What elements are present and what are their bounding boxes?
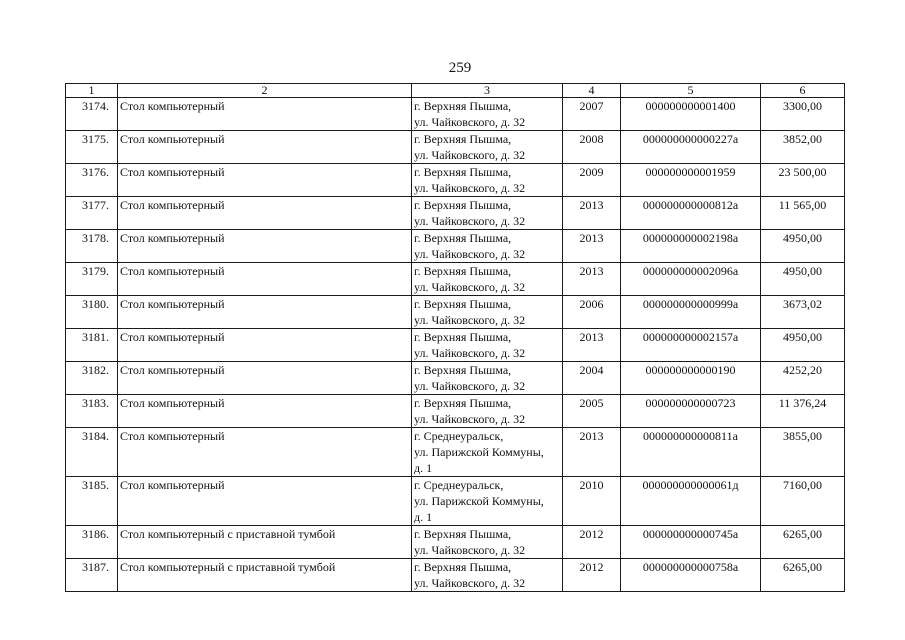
- cost-cell: 7160,00: [761, 477, 845, 526]
- year-cell: 2013: [563, 197, 621, 230]
- header-cell-4: 4: [563, 84, 621, 98]
- cost-cell: 4950,00: [761, 329, 845, 362]
- address-cell: [412, 98, 563, 131]
- header-cell-6: 6: [761, 84, 845, 98]
- item-name-cell: Стол компьютерный: [118, 395, 412, 428]
- address-cell: [412, 559, 563, 592]
- inventory-code-cell: 000000000000061д: [621, 477, 761, 526]
- inventory-code-cell: 000000000001959: [621, 164, 761, 197]
- header-row: [66, 84, 845, 98]
- cost-cell: 11 565,00: [761, 197, 845, 230]
- address-cell: [412, 197, 563, 230]
- item-name-cell: Стол компьютерный: [118, 362, 412, 395]
- table-row: [66, 164, 845, 197]
- address-line: г. Верхняя Пышма,: [414, 560, 512, 574]
- year-cell: 2009: [563, 164, 621, 197]
- row-number-cell: 3177.: [66, 197, 118, 230]
- row-number-cell: 3175.: [66, 131, 118, 164]
- row-number-cell: 3180.: [66, 296, 118, 329]
- address-line: г. Верхняя Пышма,: [414, 396, 512, 410]
- address-line: ул. Чайковского, д. 32: [414, 543, 526, 557]
- item-name-cell: Стол компьютерный с приставной тумбой: [118, 526, 412, 559]
- cost-cell: 6265,00: [761, 526, 845, 559]
- year-cell: 2013: [563, 329, 621, 362]
- inventory-code-cell: 000000000000227а: [621, 131, 761, 164]
- item-name-cell: Стол компьютерный: [118, 164, 412, 197]
- table-row: [66, 296, 845, 329]
- address-line: ул. Чайковского, д. 32: [414, 214, 526, 228]
- row-number-cell: 3178.: [66, 230, 118, 263]
- inventory-table: [65, 83, 845, 592]
- page-number: 259: [448, 60, 472, 76]
- cost-cell: 3300,00: [761, 98, 845, 131]
- inventory-code-cell: 000000000000811а: [621, 428, 761, 477]
- header-cell-5: 5: [621, 84, 761, 98]
- address-line: ул. Чайковского, д. 32: [414, 379, 526, 393]
- year-cell: 2008: [563, 131, 621, 164]
- row-number-cell: 3186.: [66, 526, 118, 559]
- table-row: [66, 263, 845, 296]
- inventory-code-cell: 000000000000723: [621, 395, 761, 428]
- address-cell: [412, 477, 563, 526]
- row-number-cell: 3181.: [66, 329, 118, 362]
- address-line: г. Среднеуральск,: [414, 478, 504, 492]
- address-cell: [412, 329, 563, 362]
- address-cell: [412, 164, 563, 197]
- row-number-cell: 3179.: [66, 263, 118, 296]
- item-name-cell: Стол компьютерный: [118, 230, 412, 263]
- address-line: г. Верхняя Пышма,: [414, 99, 512, 113]
- address-line: г. Верхняя Пышма,: [414, 330, 512, 344]
- address-line: ул. Парижской Коммуны,: [414, 494, 544, 508]
- item-name-cell: Стол компьютерный: [118, 329, 412, 362]
- address-line: ул. Чайковского, д. 32: [414, 346, 526, 360]
- table-row: [66, 362, 845, 395]
- address-line: г. Верхняя Пышма,: [414, 363, 512, 377]
- address-line: г. Среднеуральск,: [414, 429, 504, 443]
- address-line: ул. Парижской Коммуны,: [414, 445, 544, 459]
- address-cell: [412, 131, 563, 164]
- year-cell: 2012: [563, 559, 621, 592]
- year-cell: 2007: [563, 98, 621, 131]
- cost-cell: 23 500,00: [761, 164, 845, 197]
- inventory-code-cell: 000000000000758а: [621, 559, 761, 592]
- item-name-cell: Стол компьютерный с приставной тумбой: [118, 559, 412, 592]
- item-name-cell: Стол компьютерный: [118, 428, 412, 477]
- row-number-cell: 3185.: [66, 477, 118, 526]
- table-row: [66, 395, 845, 428]
- address-line: г. Верхняя Пышма,: [414, 132, 512, 146]
- table-row: [66, 98, 845, 131]
- item-name-cell: Стол компьютерный: [118, 197, 412, 230]
- row-number-cell: 3182.: [66, 362, 118, 395]
- header-cell-1: 1: [66, 84, 118, 98]
- row-number-cell: 3187.: [66, 559, 118, 592]
- address-line: ул. Чайковского, д. 32: [414, 412, 526, 426]
- cost-cell: 3855,00: [761, 428, 845, 477]
- address-cell: [412, 263, 563, 296]
- year-cell: 2010: [563, 477, 621, 526]
- row-number-cell: 3184.: [66, 428, 118, 477]
- address-line: ул. Чайковского, д. 32: [414, 148, 526, 162]
- address-line: г. Верхняя Пышма,: [414, 231, 512, 245]
- address-cell: [412, 230, 563, 263]
- year-cell: 2012: [563, 526, 621, 559]
- address-line: г. Верхняя Пышма,: [414, 527, 512, 541]
- year-cell: 2013: [563, 428, 621, 477]
- cost-cell: 11 376,24: [761, 395, 845, 428]
- year-cell: 2004: [563, 362, 621, 395]
- year-cell: 2013: [563, 230, 621, 263]
- header-cell-2: 2: [118, 84, 412, 98]
- address-cell: [412, 296, 563, 329]
- address-line: д. 1: [414, 510, 433, 524]
- item-name-cell: Стол компьютерный: [118, 477, 412, 526]
- inventory-code-cell: 000000000002198а: [621, 230, 761, 263]
- cost-cell: 3852,00: [761, 131, 845, 164]
- address-line: ул. Чайковского, д. 32: [414, 280, 526, 294]
- inventory-code-cell: 000000000000999а: [621, 296, 761, 329]
- address-line: г. Верхняя Пышма,: [414, 264, 512, 278]
- item-name-cell: Стол компьютерный: [118, 131, 412, 164]
- address-cell: [412, 362, 563, 395]
- cost-cell: 6265,00: [761, 559, 845, 592]
- table-row: [66, 559, 845, 592]
- inventory-code-cell: 000000000000190: [621, 362, 761, 395]
- table-row: [66, 526, 845, 559]
- inventory-code-cell: 000000000000812а: [621, 197, 761, 230]
- row-number-cell: 3176.: [66, 164, 118, 197]
- table-row: [66, 230, 845, 263]
- year-cell: 2005: [563, 395, 621, 428]
- address-line: г. Верхняя Пышма,: [414, 297, 512, 311]
- table-row: [66, 131, 845, 164]
- address-line: г. Верхняя Пышма,: [414, 198, 512, 212]
- address-line: д. 1: [414, 461, 433, 475]
- item-name-cell: Стол компьютерный: [118, 296, 412, 329]
- year-cell: 2013: [563, 263, 621, 296]
- address-line: ул. Чайковского, д. 32: [414, 181, 526, 195]
- cost-cell: 4950,00: [761, 263, 845, 296]
- table-row: [66, 428, 845, 477]
- table-row: [66, 197, 845, 230]
- address-line: ул. Чайковского, д. 32: [414, 247, 526, 261]
- inventory-code-cell: 000000000002157а: [621, 329, 761, 362]
- address-line: ул. Чайковского, д. 32: [414, 115, 526, 129]
- item-name-cell: Стол компьютерный: [118, 98, 412, 131]
- address-cell: [412, 428, 563, 477]
- address-cell: [412, 395, 563, 428]
- item-name-cell: Стол компьютерный: [118, 263, 412, 296]
- address-line: г. Верхняя Пышма,: [414, 165, 512, 179]
- cost-cell: 4950,00: [761, 230, 845, 263]
- address-line: ул. Чайковского, д. 32: [414, 576, 526, 590]
- cost-cell: 4252,20: [761, 362, 845, 395]
- inventory-table-body: [66, 84, 845, 592]
- address-line: ул. Чайковского, д. 32: [414, 313, 526, 327]
- row-number-cell: 3174.: [66, 98, 118, 131]
- inventory-code-cell: 000000000000745а: [621, 526, 761, 559]
- inventory-code-cell: 000000000001400: [621, 98, 761, 131]
- table-row: [66, 477, 845, 526]
- year-cell: 2006: [563, 296, 621, 329]
- row-number-cell: 3183.: [66, 395, 118, 428]
- cost-cell: 3673,02: [761, 296, 845, 329]
- header-cell-3: 3: [412, 84, 563, 98]
- address-cell: [412, 526, 563, 559]
- inventory-code-cell: 000000000002096а: [621, 263, 761, 296]
- table-row: [66, 329, 845, 362]
